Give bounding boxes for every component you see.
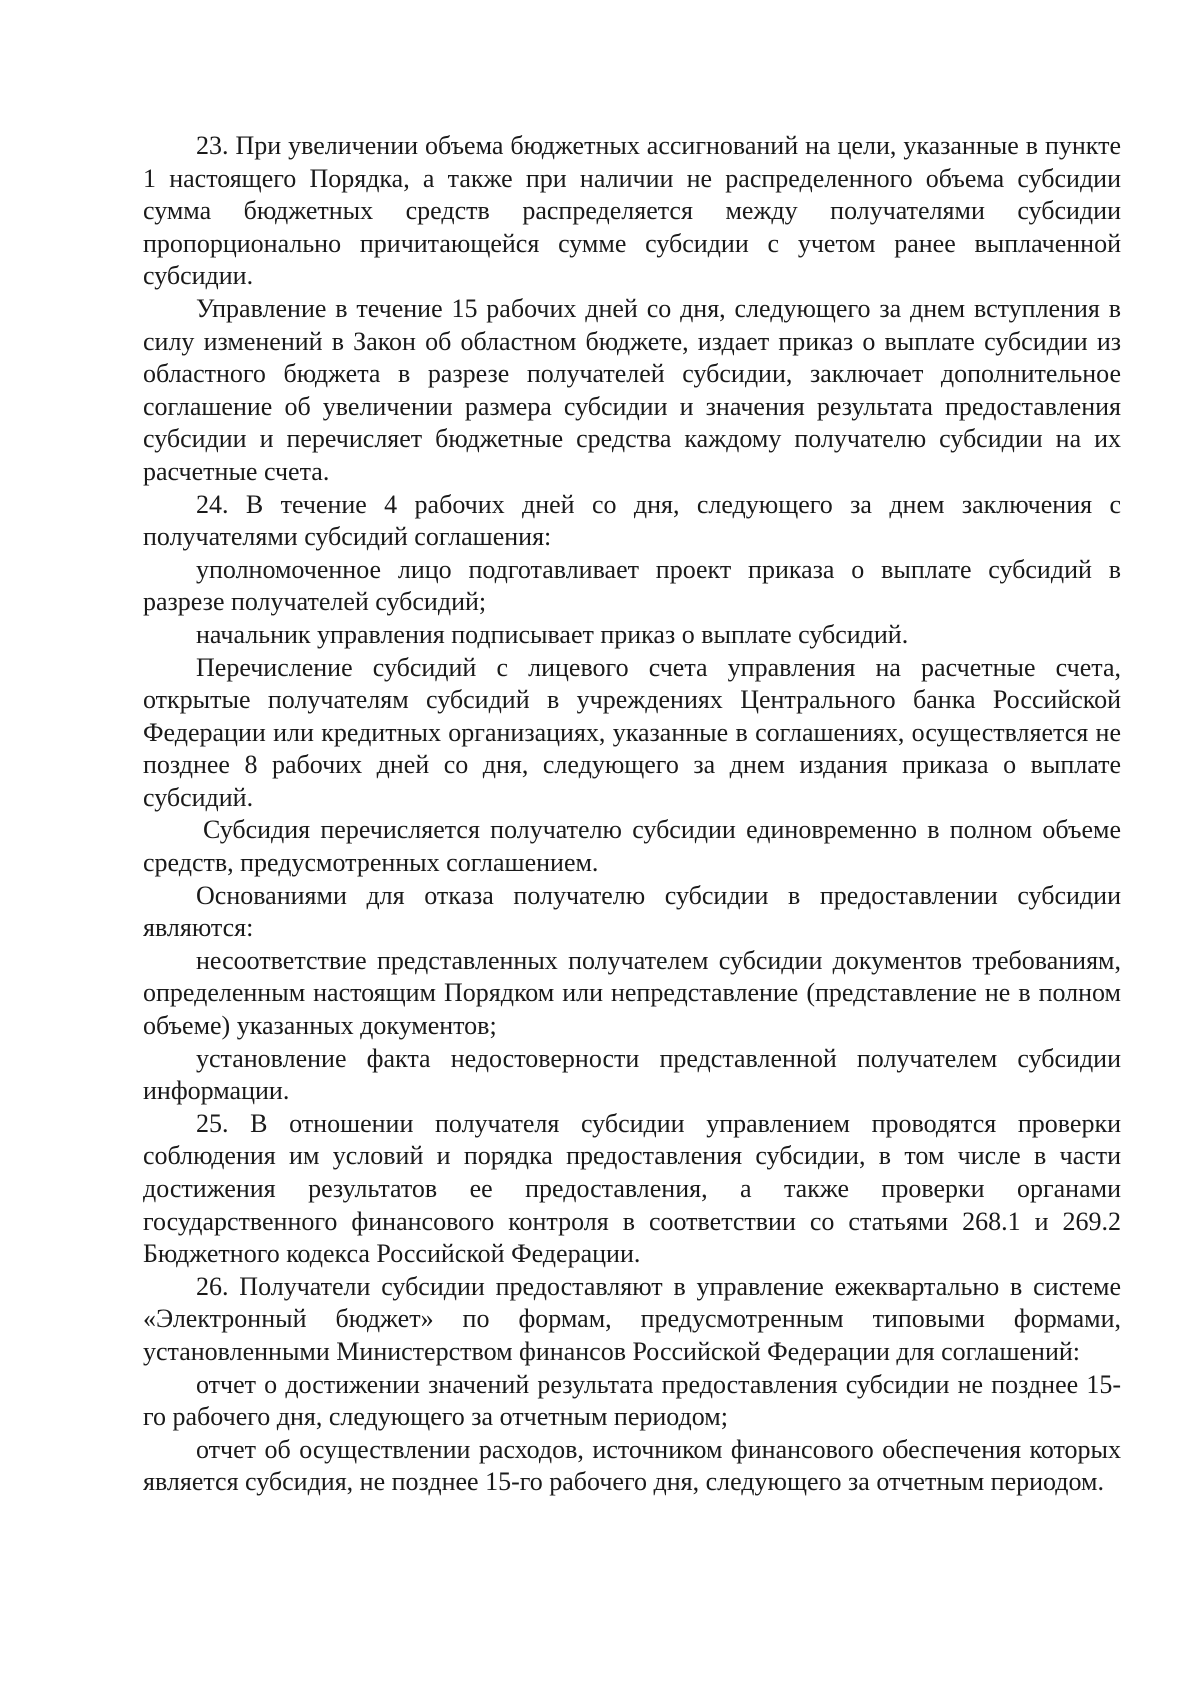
paragraph-25: 25. В отношении получателя субсидии управлением проводятся проверки соблюдения им условий и порядка предоставления субсидии, в том числе в части достижения результатов ее предоставления, а также проверки органами государственного финансового контроля в соответствии со статьями 268.1 и 269.2 Бюджетного кодекса Российской Федерации.: [143, 1108, 1121, 1269]
paragraph-refusal-grounds: Основаниями для отказа получателю субсидии в предоставлении субсидии являются:: [143, 880, 1121, 943]
document-body: [143, 130, 1121, 1499]
paragraph-authorized-person: уполномоченное лицо подготавливает проект приказа о выплате субсидий в разрезе получателей субсидий;: [143, 554, 1121, 617]
paragraph-lump-sum: Субсидия перечисляется получателю субсидии единовременно в полном объеме средств, предусмотренных соглашением.: [143, 815, 1121, 878]
paragraph-transfer: Перечисление субсидий с лицевого счета управления на расчетные счета, открытые получателям субсидий в учреждениях Центрального банка Российской Федерации или кредитных организациях, указанные в соглашениях, осуществляется не позднее 8 рабочих дней со дня, следующего за днем издания приказа о выплате субсидий.: [143, 652, 1121, 812]
paragraph-report-expenses: отчет об осуществлении расходов, источником финансового обеспечения которых является субсидия, не позднее 15-го рабочего дня, следующего за отчетным периодом.: [143, 1434, 1121, 1497]
paragraph-23: 23. При увеличении объема бюджетных ассигнований на цели, указанные в пункте 1 настоящего Порядка, а также при наличии не распределенного объема субсидии сумма бюджетных средств распределяется между получателями субсидии пропорционально причитающейся сумме субсидии с учетом ранее выплаченной субсидии.: [143, 131, 1121, 291]
paragraph-24: 24. В течение 4 рабочих дней со дня, следующего за днем заключения с получателями субсидий соглашения:: [143, 489, 1121, 552]
paragraph-false-info: установление факта недостоверности представленной получателем субсидии информации.: [143, 1043, 1121, 1106]
paragraph-26: 26. Получатели субсидии предоставляют в управление ежеквартально в системе «Электронный бюджет» по формам, предусмотренным типовыми формами, установленными Министерством финансов Российской Федерации для соглашений:: [143, 1271, 1121, 1366]
paragraph-report-results: отчет о достижении значений результата предоставления субсидии не позднее 15-го рабочего дня, следующего за отчетным периодом;: [143, 1369, 1121, 1432]
paragraph-management-increase: Управление в течение 15 рабочих дней со дня, следующего за днем вступления в силу изменений в Закон об областном бюджете, издает приказ о выплате субсидии из областного бюджета в разрезе получателей субсидии, заключает дополнительное соглашение об увеличении размера субсидии и значения результата предоставления субсидии и перечисляет бюджетные средства каждому получателю субсидии на их расчетные счета.: [143, 293, 1121, 486]
paragraph-nonconformity: несоответствие представленных получателем субсидии документов требованиям, определенным настоящим Порядком или непредставление (представление не в полном объеме) указанных документов;: [143, 945, 1121, 1041]
paragraph-head-signs: начальник управления подписывает приказ о выплате субсидий.: [196, 619, 909, 649]
